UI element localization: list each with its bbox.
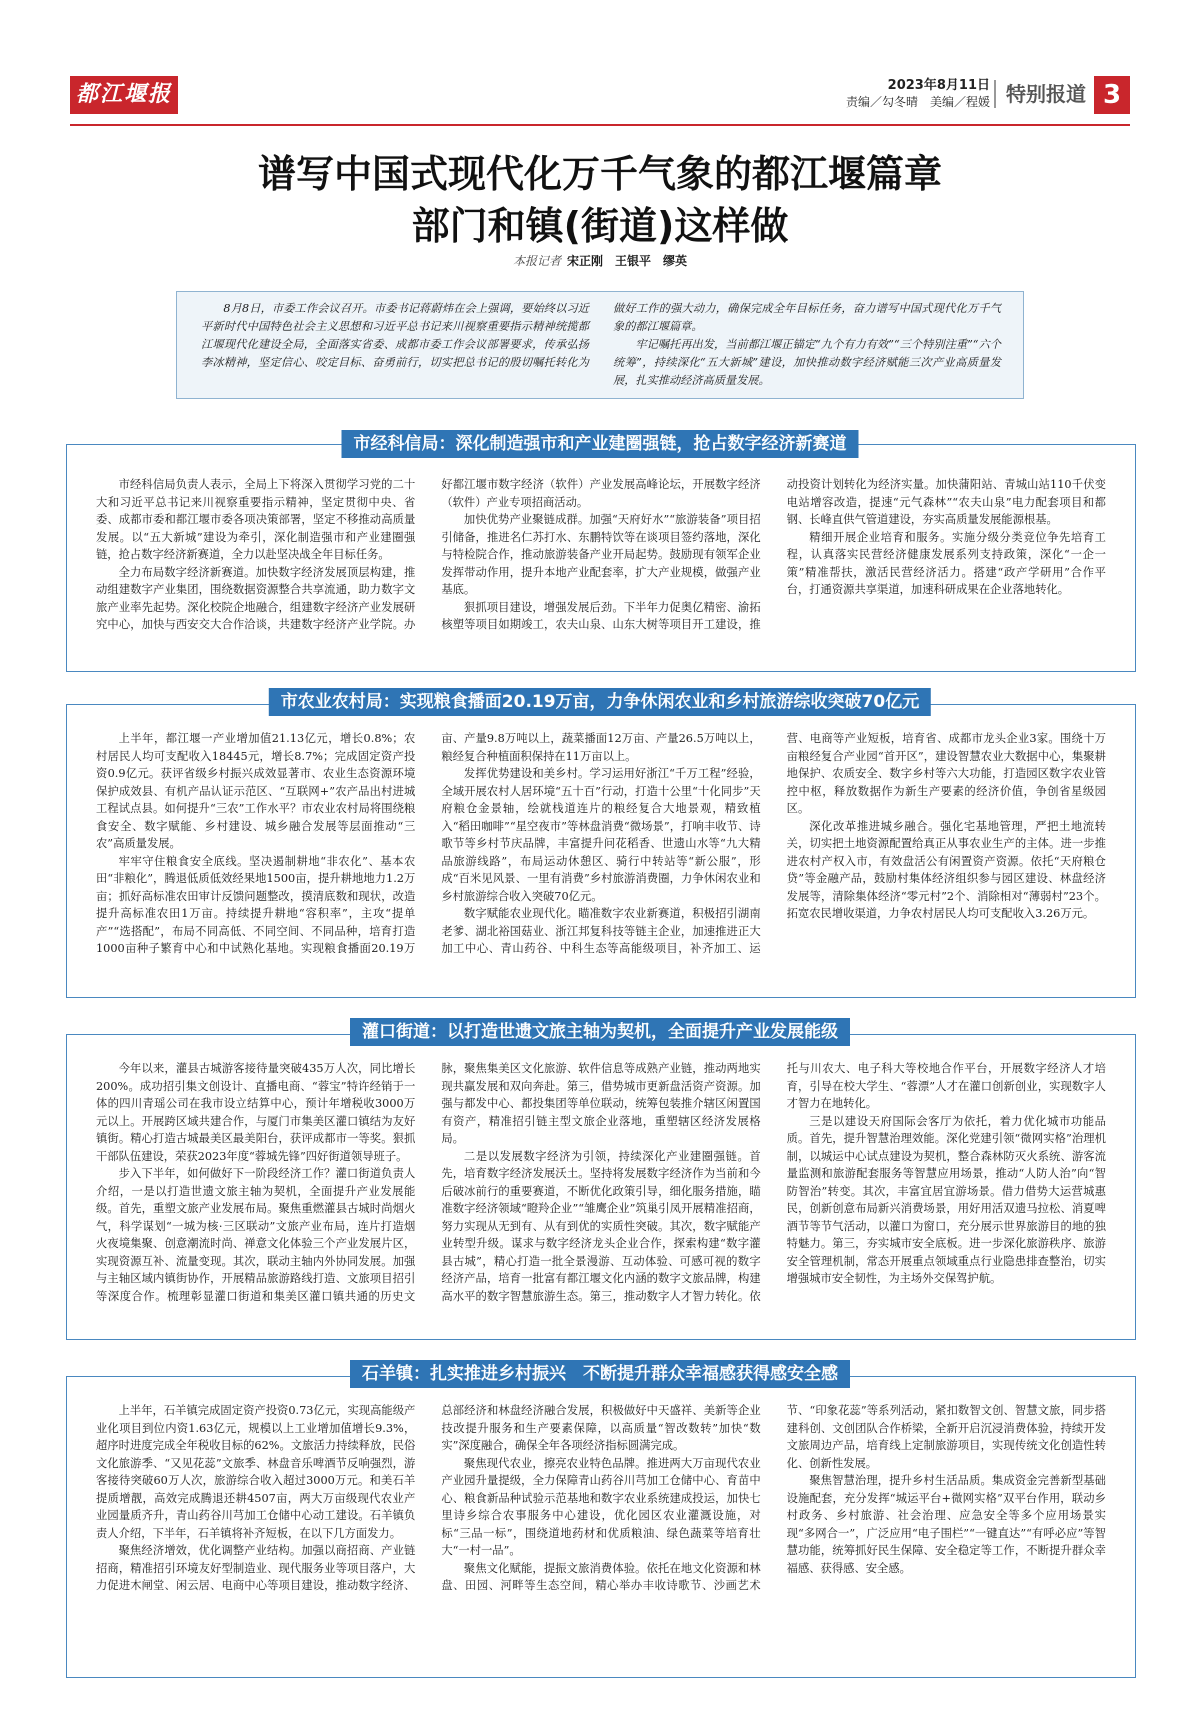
article-paragraph: 加快优势产业聚链成群。加强“天府好水”“旅游装备”项目招引储备，推进名仁苏打水、东鹏特饮等在谈项目签约落地，深化与特检院合作，推动旅游装备产业开局起势。鼓励现有领军企业发挥带动作用，提升本地产业配套率，扩大产业规模，做强产业基底。 bbox=[441, 513, 761, 596]
byline bbox=[70, 252, 1130, 269]
article-paragraph: 发挥优势建设和美乡村。学习运用好浙江“千万工程”经验，全域开展农村人居环境“五十百”行动，打造十公里“十化同步”天府粮仓金景轴，绘就栈道连片的粮经复合大地景观，精致植入“稻田咖啡”“星空夜市”等林盘消费“微场景”，打响丰收节、诗歌节等乡村节庆品牌，丰富提升问花稻香、世遗山水等“九大精品旅游线路”，布局运动休憩区、骑行中转站等“新公服”，形成“百米见风景、一里有消费”乡村旅游消费圈，力争休闲农业和乡村旅游综合收入突破70亿元。 bbox=[441, 767, 761, 903]
page-number: 3 bbox=[1094, 76, 1130, 114]
headline-line-1: 谱写中国式现代化万千气象的都江堰篇章 bbox=[257, 152, 942, 196]
lead-text bbox=[201, 300, 1001, 390]
article-paragraph: 步入下半年，如何做好下一阶段经济工作？灌口街道负责人介绍，一是以打造世遗文旅主轴为契机，全面提升产业发展能级。首先，重塑文旅产业发展布局。聚焦重燃灌县古城时尚烟火气，科学谋划“一城为核·三区联动”文旅产业布局，连片打造烟火夜境集聚、创意潮流时尚、禅意文化体验三个产业发展片区，实现资源互补、流量变现。其次，联动主轴内外协同发展。加强与主轴区域内镇街协作，开展精品旅游路线打造、文旅项目招引等深度合作。梳理彰显灌口街道和集美区灌口镇共通的历史文脉，聚焦集美区文化旅游、软件信息等成熟产业链，推动两地实现共赢发展和双向奔赴。第三，借势城市更新盘活资产资源。加强与都发中心、都投集团等单位联动，统筹包装推介辖区闲置国有资产，精准招引链主型文旅企业落地，重塑辖区经济发展格局。 bbox=[96, 1062, 761, 1303]
article-paragraph: 全力布局数字经济新赛道。加快数字经济发展顶层构建，推动组建数字产业集团，围绕数据资源整合共享流通，助力数字文旅产业率先起势。深化校院企地融合，组建数字经济产业发展研究中心，加快与西安交大合作洽谈，共建数字经济产业学院。办好都江堰市数字经济（软件）产业发展高峰论坛，开展数字经济（软件）产业专项招商活动。 bbox=[96, 478, 761, 631]
section-body-agriculture-bureau bbox=[96, 730, 1106, 992]
section-title-agriculture-bureau: 市农业农村局：实现粮食播面20.19万亩，力争休闲农业和乡村旅游综收突破70亿元 bbox=[269, 688, 931, 716]
article-paragraph: 上半年，都江堰一产业增加值21.13亿元，增长0.8%；农村居民人均可支配收入18445元，增长8.7%；完成固定资产投资0.9亿元。获评省级乡村振兴成效显著市、农业生态资源环境保护成效县、有机产品认证示范区、“互联网+”农产品出村进城工程试点县。如何提升“三农”工作水平？市农业农村局将围绕粮食安全、数字赋能、乡村建设、城乡融合发展等层面推动“三农”高质量发展。 bbox=[96, 732, 416, 850]
headline-line-2: 部门和镇(街道)这样做 bbox=[411, 204, 789, 248]
newspaper-logo: 都江堰报 bbox=[70, 76, 178, 114]
lead-paragraph: 牢记嘱托再出发，当前都江堰正锚定“九个有力有效”“三个特别注重”“六个统筹”，持续深化“五大新城”建设，加快推动数字经济赋能三次产业高质量发展，扎实推动经济高质量发展。 bbox=[613, 338, 1001, 387]
section-title-shiyang-town: 石羊镇：扎实推进乡村振兴 不断提升群众幸福感获得感安全感 bbox=[350, 1360, 850, 1388]
article-paragraph: 上半年，石羊镇完成固定资产投资0.73亿元，实现高能级产业化项目到位内资1.63亿元，规模以上工业增加值增长9.3%，超序时进度完成全年税收目标的62%。文旅活力持续释放，民俗文化旅游季、“又见花蕊”文旅季、林盘音乐啤酒节反响强烈，游客接待突破60万人次，旅游综合收入超过3000万元。和美石羊提质增靓，高效完成腾退还耕4507亩，两大万亩级现代农业产业园量质齐升，青山药谷川芎加工仓储中心动工建设。石羊镇负责人介绍，下半年，石羊镇将补齐短板，在以下几方面发力。 bbox=[96, 1404, 416, 1540]
section-body-guankou-street bbox=[96, 1060, 1106, 1334]
section-name: 特别报道 bbox=[994, 80, 1086, 108]
article-paragraph: 数字赋能农业现代化。瞄准数字农业新赛道，积极招引湖南老爹、湖北裕国菇业、浙江邦复科技等链主企业，加速推进正大加工中心、青山药谷、中科生态等高能级项目，补齐加工、运营、电商等产业短板，培育省、成都市龙头企业3家。围绕十万亩粮经复合产业园“首开区”，建设智慧农业大数据中心，集聚耕地保护、农质安全、数字乡村等六大功能，打造园区数字农业管控中枢，释放数据作为新生产要素的经济价值，争创省星级园区。 bbox=[441, 732, 1106, 955]
article-paragraph: 市经科信局负责人表示，全局上下将深入贯彻学习党的二十大和习近平总书记来川视察重要指示精神，坚定贯彻中央、省委、成都市委和都江堰市委各项决策部署，坚定不移推动高质量发展。以“五大新城”建设为牵引，深化制造强市和产业建圈强链，抢占数字经济新赛道，全力以赴坚决战全年目标任务。 bbox=[96, 478, 416, 561]
article-paragraph: 聚焦智慧治理，提升乡村生活品质。集成资金完善新型基础设施配套，充分发挥“城运平台+微网实格”双平台作用，联动乡村政务、乡村旅游、社会治理、应急安全等多个应用场景实现“多网合一”，广泛应用“电子围栏”“一键直达”“有呼必应”等智慧功能，统筹抓好民生保障、安全稳定等工作，不断提升群众幸福感、获得感、安全感。 bbox=[786, 1474, 1106, 1575]
lead-paragraph: 8月8日，市委工作会议召开。市委书记蒋蔚炜在会上强调，要始终以习近平新时代中国特色社会主义思想和习近平总书记来川视察重要指示精神统揽都江堰现代化建设全局，全面落实省委、成都市委工作会议部署要求，传承弘扬李冰精神，坚定信心、咬定目标、奋勇前行，切实把总书记的殷切嘱托转化为做好工作的强大动力，确保完成全年目标任务，奋力谱写中国式现代化万千气象的都江堰篇章。 bbox=[201, 302, 1001, 369]
article-paragraph: 牢牢守住粮食安全底线。坚决遏制耕地“非农化”、基本农田“非粮化”，腾退低质低效经果地1500亩，提升耕地地力1.2万亩；抓好高标准农田审计反馈问题整改，摸清底数和现状，改造提升高标准农田1万亩。持续提升耕地“容积率”，主攻“提单产”“选搭配”，布局不同高低、不同空间、不同品种，培育打造1000亩种子繁育中心和中试熟化基地。实现粮食播面20.19万亩、产量9.8万吨以上，蔬菜播面12万亩、产量26.5万吨以上，粮经复合种植面积保持在11万亩以上。 bbox=[96, 732, 761, 955]
article-paragraph: 精细开展企业培育和服务。实施分级分类竞位争先培育工程，认真落实民营经济健康发展系列支持政策，深化“一企一策”精准帮扶，激活民营经济活力。搭建“政产学研用”合作平台，打通资源共享渠道，加速科研成果在企业落地转化。 bbox=[786, 530, 1106, 596]
article-paragraph: 三是以建设天府国际会客厅为依托，着力优化城市功能品质。首先，提升智慧治理效能。深化党建引领“微网实格”治理机制，以城运中心试点建设为契机，整合森林防灭火系统、游客流量监测和旅游配套服务等智慧应用场景，推动“人防人治”向“智防智治”转变。其次，丰富宜居宜游场景。借力借势大运营城惠民，创新创意布局新兴消费场景，用好用活双遗马拉松、消夏啤酒节等节气活动，以灌口为窗口，充分展示世界旅游目的地的独特魅力。第三，夯实城市安全底板。进一步深化旅游秩序、旅游安全管理机制，常态开展重点领域重点行业隐患排查整治，切实增强城市安全韧性，为主场外交保驾护航。 bbox=[786, 1114, 1106, 1285]
byline-names: 宋正刚 王银平 缪英 bbox=[567, 254, 688, 268]
byline-label: 本报记者 bbox=[512, 254, 561, 268]
masthead-rule bbox=[70, 124, 1130, 126]
lead-box bbox=[176, 291, 1024, 399]
issue-date: 2023年8月11日 bbox=[887, 78, 990, 93]
editor-credits: 责编／勾冬晴 美编／程媛 bbox=[845, 95, 990, 109]
section-body-economy-bureau bbox=[96, 476, 1106, 664]
masthead bbox=[70, 76, 1130, 120]
article-paragraph: 狠抓项目建设，增强发展后劲。下半年力促奥亿精密、渝拓核塑等项目如期竣工，农夫山泉、山东大树等项目开工建设，推动投资计划转化为经济实量。加快蒲阳站、青城山站110千伏变电站增容改造，提速“元气森林”“农夫山泉”电力配套项目和都钢、长峰直供气管道建设，夯实高质量发展能源根基。 bbox=[441, 478, 1106, 631]
article-paragraph: 二是以发展数字经济为引领，持续深化产业建圈强链。首先，培育数字经济发展沃土。坚持将发展数字经济作为当前和今后破冰前行的重要赛道，不断优化政策引导，细化服务措施，瞄准数字经济领域“瞪羚企业”“雏鹰企业”筑巢引凤开展精准招商，努力实现从无到有、从有到优的实质性突破。其次，数字赋能产业转型升级。谋求与数字经济龙头企业合作，探索构建“数字灌县古城”，精心打造一批全景漫游、互动体验、可感可视的数字经济产品，培育一批富有都江堰文化内涵的数字文旅品牌，构建高水平的数字智慧旅游生态。第三，推动数字人才智力转化。依托与川农大、电子科大等校地合作平台，开展数字经济人才培育，引导在校大学生、“蓉漂”人才在灌口创新创业，实现数字人才智力在地转化。 bbox=[441, 1062, 1106, 1303]
dateline bbox=[846, 78, 990, 110]
section-title-economy-bureau: 市经科信局：深化制造强市和产业建圈强链，抢占数字经济新赛道 bbox=[342, 430, 859, 458]
article-paragraph: 深化改革推进城乡融合。强化宅基地管理，严把土地流转关，切实把土地资源配置给真正从事农业生产的主体。进一步推进农村产权入市，有效盘活公有闲置资产资源。依托“天府粮仓贷”等金融产品，鼓励村集体经济组织参与园区建设、林盘经济发展等，清除集体经济“零元村”2个、消除相对“薄弱村”23个。拓宽农民增收渠道，力争农村居民人均可支配收入3.26万元。 bbox=[786, 819, 1106, 920]
article-paragraph: 聚焦现代农业，擦亮农业特色品牌。推进两大万亩现代农业产业园升量提级，全力保障青山药谷川芎加工仓储中心、育苗中心、粮食新品种试验示范基地和数字农业系统建成投运，加快七里诗乡综合农事服务中心建设，优化园区农业灌溉设施，对标“三品一标”，围绕道地药材和优质粮油、绿色蔬菜等培育壮大“一村一品”。 bbox=[441, 1456, 761, 1557]
headline bbox=[70, 148, 1130, 252]
section-body-shiyang-town bbox=[96, 1402, 1106, 1670]
article-paragraph: 今年以来，灌县古城游客接待量突破435万人次，同比增长200%。成功招引集文创设计、直播电商、“蓉宝”特许经销于一体的四川青瑶公司在我市设立结算中心，预计年增税收3000万元以上。开展跨区域共建合作，与厦门市集美区灌口镇结为友好镇街。精心打造古城最美区最美阳台，获评成都市一等奖。狠抓干部队伍建设，荣获2023年度“蓉城先锋”四好街道领导班子。 bbox=[96, 1062, 416, 1163]
article-paragraph: 聚焦文化赋能，提振文旅消费体验。依托在地文化资源和林盘、田园、河畔等生态空间，精心举办丰收诗歌节、沙画艺术节、“印象花蕊”等系列活动，紧扣数智文创、智慧文旅，同步搭建科创、文创团队合作桥梁，全新开启沉浸消费体验，持续开发文旅周边产品，培育线上定制旅游项目，实现传统文化创造性转化、创新性发展。 bbox=[441, 1404, 1106, 1592]
article-paragraph: 聚焦经济增效，优化调整产业结构。加强以商招商、产业链招商，精准招引环境友好型制造业、现代服务业等项目落户，大力促进木闸堂、闲云居、电商中心等项目建设，推动数字经济、总部经济和林盘经济融合发展，积极做好中天盛祥、美新等企业技改提升服务和生产要素保障，以高质量“智改数转”加快“数实”深度融合，确保全年各项经济指标圆满完成。 bbox=[96, 1404, 761, 1592]
section-title-guankou-street: 灌口街道：以打造世遗文旅主轴为契机，全面提升产业发展能级 bbox=[350, 1018, 850, 1046]
